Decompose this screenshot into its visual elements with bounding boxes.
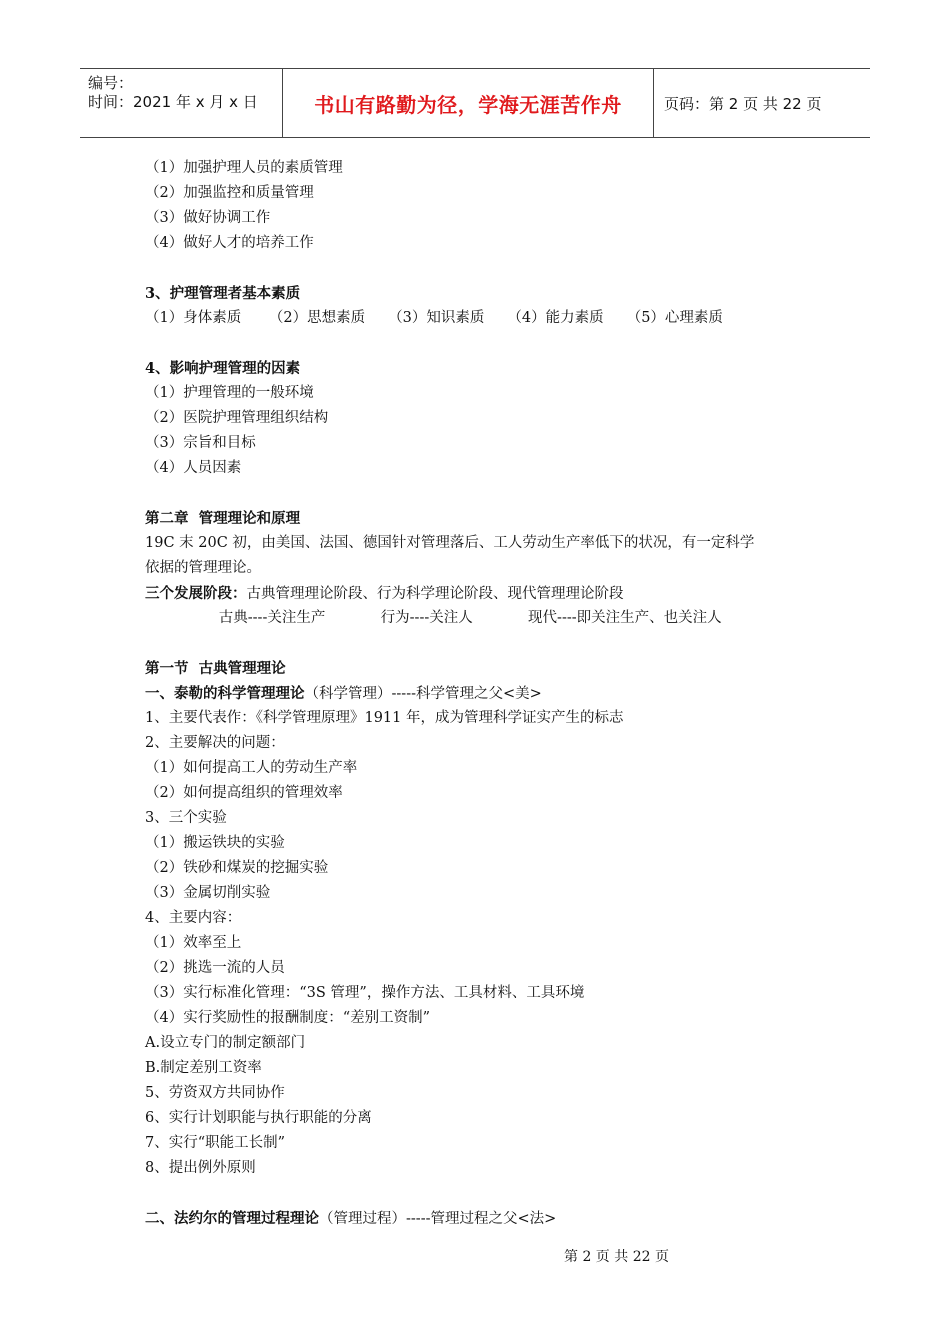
text-line: （1）搬运铁块的实验	[145, 835, 285, 851]
stages-text: 古典管理理论阶段、行为科学理论阶段、现代管理理论阶段	[246, 586, 624, 602]
page-info-text: 页码：第 2 页 共 22 页	[664, 94, 822, 113]
text-line: （3）金属切削实验	[145, 885, 271, 901]
text-line: （4）做好人才的培养工作	[145, 235, 314, 251]
text-line: A.设立专门的制定额部门	[145, 1035, 306, 1051]
text-line: （4）实行奖励性的报酬制度：“差别工资制”	[145, 1010, 431, 1026]
text-line: （3）宗旨和目标	[145, 435, 256, 451]
text-line: 依据的管理理论。	[145, 560, 261, 576]
text-line: （2）铁砂和煤炭的挖掘实验	[145, 860, 329, 876]
text-line: 7、实行“职能工长制”	[145, 1135, 286, 1151]
header-motto	[283, 69, 654, 137]
heading-rest-part: （管理过程）-----管理过程之父<法>	[319, 1211, 557, 1227]
text-line: （1）如何提高工人的劳动生产率	[145, 760, 358, 776]
text-line: 19C 末 20C 初，由美国、法国、德国针对管理落后、工人劳动生产率低下的状况，有一定科学	[145, 535, 755, 551]
heading-bold-part: 一、泰勒的科学管理理论	[145, 685, 305, 702]
heading-bold-part: 二、法约尔的管理过程理论	[145, 1210, 319, 1227]
text-line: （3）实行标准化管理：“3S 管理”，操作方法、工具材料、工具环境	[145, 985, 585, 1001]
text-line: （1）效率至上	[145, 935, 242, 951]
document-body	[145, 156, 825, 1231]
number-label: 编号：	[88, 74, 134, 92]
text-line: （2）加强监控和质量管理	[145, 185, 314, 201]
text-line: 8、提出例外原则	[145, 1160, 256, 1176]
motto-text: 书山有路勤为径，学海无涯苦作舟	[314, 92, 622, 117]
text-line: （4）人员因素	[145, 460, 242, 476]
text-line: 4、主要内容：	[145, 910, 242, 926]
heading-rest-part: （科学管理）-----科学管理之父<美>	[304, 686, 542, 702]
section-heading: 第一节 古典管理理论	[145, 660, 286, 677]
text-line: 3、三个实验	[145, 810, 227, 826]
stages-label: 三个发展阶段：	[145, 585, 247, 602]
text-line: 2、主要解决的问题：	[145, 735, 285, 751]
section-heading: 3、护理管理者基本素质	[145, 285, 301, 302]
text-line: （3）做好协调工作	[145, 210, 271, 226]
text-line: 5、劳资双方共同协作	[145, 1085, 285, 1101]
header-page-info	[664, 69, 870, 137]
text-line: （2）如何提高组织的管理效率	[145, 785, 343, 801]
stages-line	[145, 581, 825, 606]
text-line: （2）医院护理管理组织结构	[145, 410, 329, 426]
text-line: （2）挑选一流的人员	[145, 960, 285, 976]
text-line: （1）身体素质 （2）思想素质 （3）知识素质 （4）能力素质 （5）心理素质	[145, 310, 723, 326]
date-label: 时间：2021 年 x 月 x 日	[88, 93, 258, 111]
text-line: 6、实行计划职能与执行职能的分离	[145, 1110, 372, 1126]
section-heading: 4、影响护理管理的因素	[145, 360, 301, 377]
text-line: 古典----关注生产 行为----关注人 现代----即关注生产、也关注人	[145, 610, 722, 626]
text-line: B.制定差别工资率	[145, 1060, 262, 1076]
page-footer: 第 2 页 共 22 页	[564, 1249, 669, 1265]
text-line: （1）护理管理的一般环境	[145, 385, 314, 401]
chapter-heading: 第二章 管理理论和原理	[145, 510, 301, 527]
subsection-heading	[145, 1206, 825, 1231]
header-meta	[80, 69, 283, 137]
text-line: 1、主要代表作：《科学管理原理》1911 年，成为管理科学证实产生的标志	[145, 710, 624, 726]
text-line: （1）加强护理人员的素质管理	[145, 160, 343, 176]
page-header	[80, 68, 870, 138]
subsection-heading	[145, 681, 825, 706]
